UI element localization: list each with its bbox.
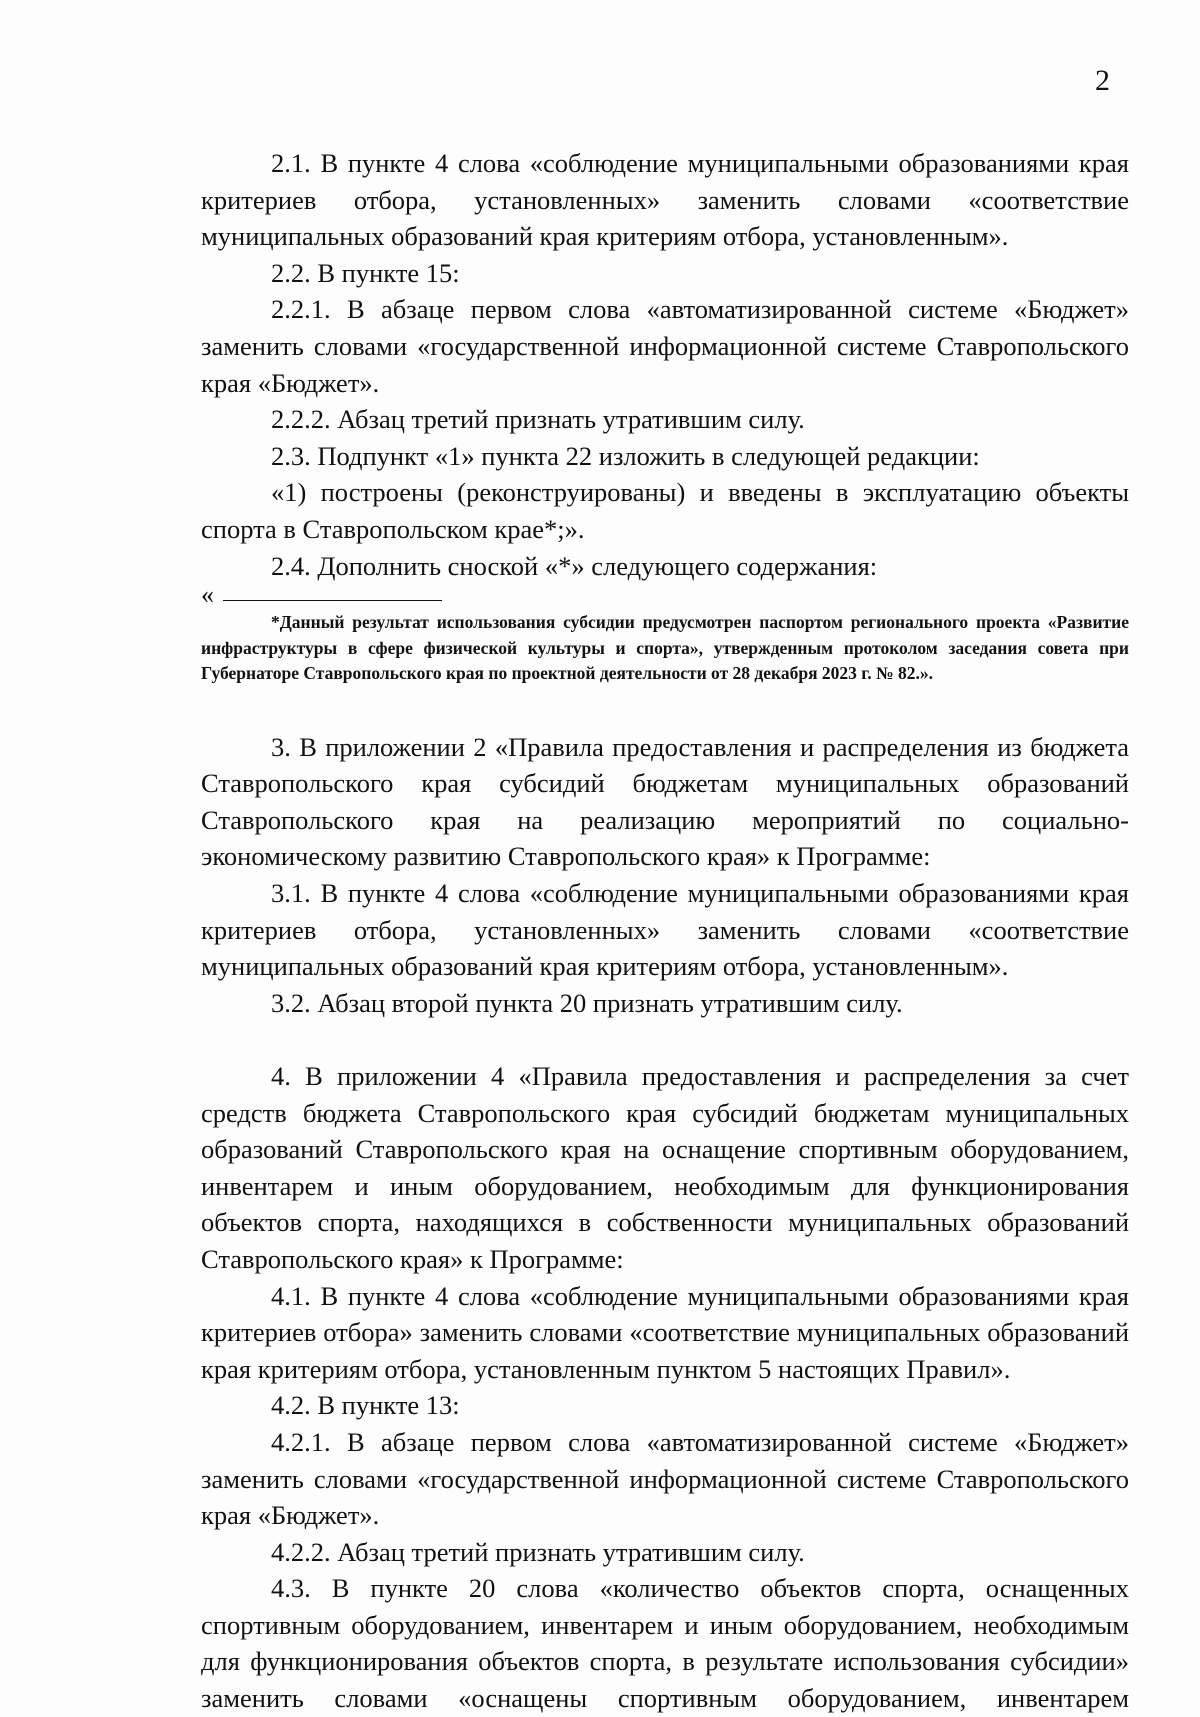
- spacer: [201, 1021, 1129, 1058]
- paragraph-3-1: 3.1. В пункте 4 слова «соблюдение муниципальными образованиями края критериев отбора, установленных» заменить словами «соответствие муниципальных образований края критериям отбора, установленным».: [201, 878, 1129, 982]
- spacer: [201, 687, 1129, 729]
- paragraph-4-2: 4.2. В пункте 13:: [271, 1390, 460, 1421]
- page-number: 2: [1095, 64, 1110, 97]
- document-body: [201, 145, 1129, 1717]
- paragraph-2-3: 2.3. Подпункт «1» пункта 22 изложить в следующей редакции:: [271, 440, 980, 471]
- footnote-text: *Данный результат использования субсидии предусмотрен паспортом регионального проекта «Развитие инфраструктуры в сфере физической культуры и спорта», утвержденным протоколом заседания совета при Губернаторе Ставропольского края по проектной деятельности от 28 декабря 2023 г. № 82.».: [201, 612, 1129, 684]
- paragraph-4-1: 4.1. В пункте 4 слова «соблюдение муниципальными образованиями края критериев отбора» заменить словами «соответствие муниципальных образований края критериям отбора, установленным пунктом 5 настоящих Правил».: [201, 1280, 1129, 1384]
- paragraph-4: 4. В приложении 4 «Правила предоставления и распределения за счет средств бюджета Ставропольского края субсидий бюджетам муниципальных образований Ставропольского края на оснащение спортивным оборудованием, инвентарем и иным оборудованием, необходимым для функционирования объектов спорта, находящихся в собственности муниципальных образований Ставропольского края» к Программе:: [201, 1060, 1129, 1274]
- paragraph-3: 3. В приложении 2 «Правила предоставления и распределения из бюджета Ставропольского края субсидий бюджетам муниципальных образований Ставропольского края на реализацию мероприятий по социально-экономическому развитию Ставропольского края» к Программе:: [201, 731, 1129, 872]
- paragraph-3-2: 3.2. Абзац второй пункта 20 признать утратившим силу.: [271, 987, 903, 1018]
- footnote-open-quote: «: [201, 580, 214, 610]
- paragraph-4-3: 4.3. В пункте 20 слова «количество объектов спорта, оснащенных спортивным оборудованием, инвентарем и иным оборудованием, необходимым для функционирования объектов спорта, в результате использования субсидии» заменить словами «оснащены спортивным оборудованием, инвентарем: [201, 1573, 1129, 1714]
- footnote-rule: [223, 600, 442, 601]
- paragraph-2-2-1: 2.2.1. В абзаце первом слова «автоматизированной системе «Бюджет» заменить словами «государственной информационной системе Ставропольского края «Бюджет».: [201, 294, 1129, 398]
- paragraph-2-1: 2.1. В пункте 4 слова «соблюдение муниципальными образованиями края критериев отбора, установленных» заменить словами «соответствие муниципальных образований края критериям отбора, установленным».: [201, 148, 1129, 252]
- paragraph-2-2: 2.2. В пункте 15:: [271, 257, 460, 288]
- paragraph-2-4: 2.4. Дополнить сноской «*» следующего содержания:: [271, 550, 878, 581]
- paragraph-4-2-1: 4.2.1. В абзаце первом слова «автоматизированной системе «Бюджет» заменить словами «государственной информационной системе Ставропольского края «Бюджет».: [201, 1426, 1129, 1531]
- paragraph-4-2-2: 4.2.2. Абзац третий признать утратившим силу.: [271, 1536, 805, 1567]
- footnote-separator: [201, 580, 1129, 610]
- paragraph-2-3-quote: «1) построены (реконструированы) и введены в эксплуатацию объекты спорта в Ставропольском крае*;».: [201, 477, 1129, 544]
- paragraph-2-2-2: 2.2.2. Абзац третий признать утратившим силу.: [271, 404, 805, 435]
